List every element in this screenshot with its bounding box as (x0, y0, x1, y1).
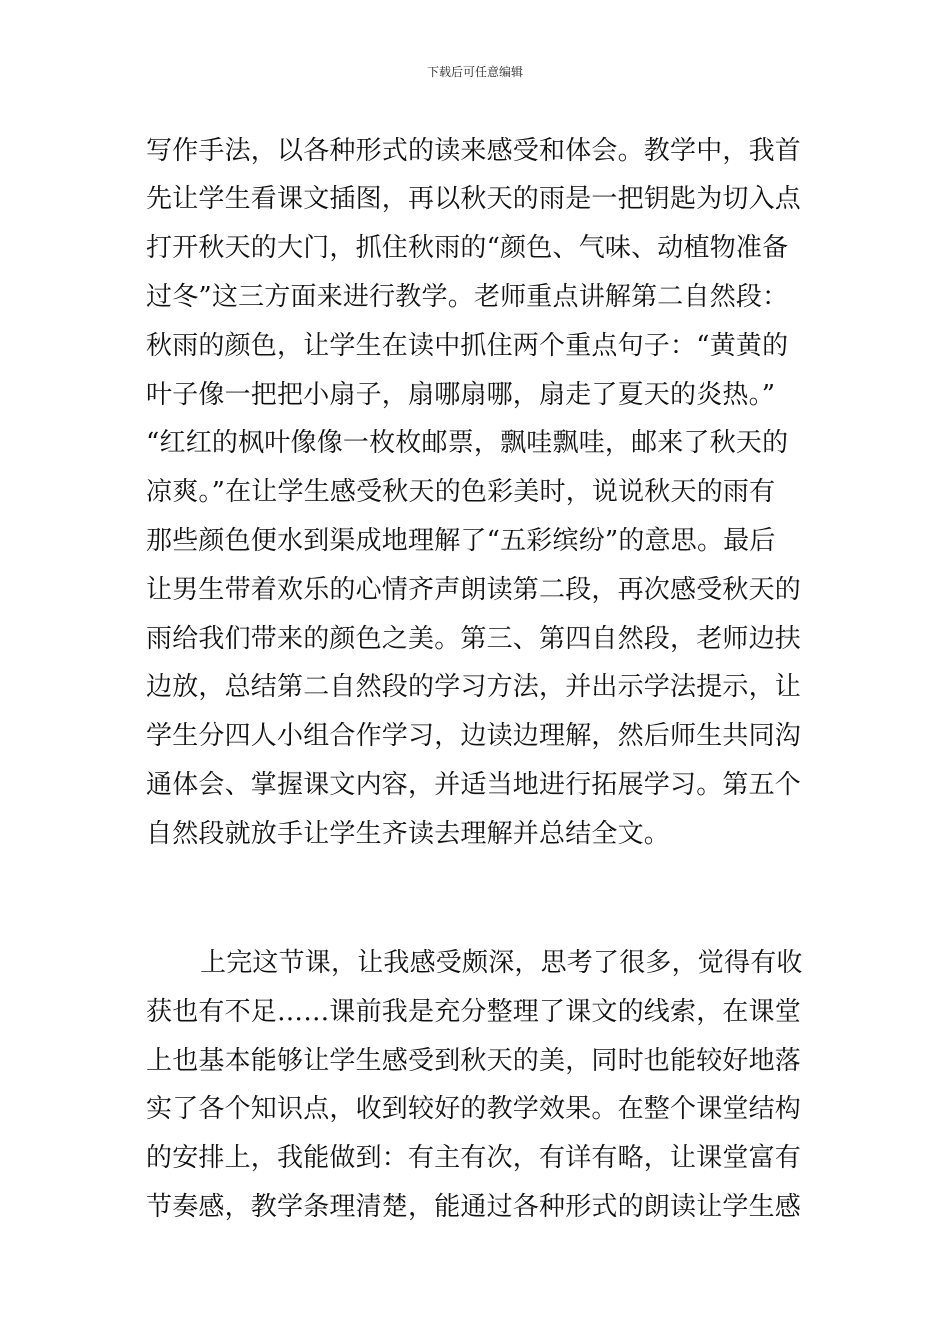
paragraph1-line-10: 让男生带着欢乐的心情齐声朗读第二段，再次感受秋天的 (146, 575, 802, 605)
paragraph1-line-13: 学生分四人小组合作学习，边读边理解，然后师生共同沟 (146, 721, 802, 751)
paragraph1-line-1: 写作手法，以各种形式的读来感受和体会。教学中，我首 (146, 136, 802, 166)
paragraph1-line-6: 叶子像一把把小扇子，扇哪扇哪，扇走了夏天的炎热。” (146, 380, 776, 410)
paragraph1-line-15: 自然段就放手让学生齐读去理解并总结全文。 (146, 819, 671, 849)
paragraph2-line-4: 实了各个知识点，收到较好的教学效果。在整个课堂结构 (146, 1094, 802, 1124)
paragraph1-line-11: 雨给我们带来的颜色之美。第三、第四自然段，老师边扶 (146, 624, 802, 654)
paragraph2-line-3: 上也基本能够让学生感受到秋天的美，同时也能较好地落 (146, 1046, 802, 1076)
paragraph1-line-3: 打开秋天的大门，抓住秋雨的“颜色、气味、动植物准备 (146, 233, 789, 263)
paragraph2-line-6: 节奏感，教学条理清楚，能通过各种形式的朗读让学生感 (146, 1192, 802, 1222)
paragraph1-line-8: 凉爽。”在让学生感受秋天的色彩美时，说说秋天的雨有 (146, 477, 776, 507)
paragraph1-line-14: 通体会、掌握课文内容，并适当地进行拓展学习。第五个 (146, 770, 802, 800)
paragraph1-line-2: 先让学生看课文插图，再以秋天的雨是一把钥匙为切入点 (146, 184, 802, 214)
paragraph1-line-12: 边放，总结第二自然段的学习方法，并出示学法提示，让 (146, 672, 802, 702)
paragraph2-line-2: 获也有不足……课前我是充分整理了课文的线索，在课堂 (146, 997, 802, 1027)
paragraph1-line-4: 过冬”这三方面来进行教学。老师重点讲解第二自然段： (146, 282, 789, 312)
paragraph1-line-9: 那些颜色便水到渠成地理解了“五彩缤纷”的意思。最后 (146, 526, 776, 556)
paragraph2-line-1: 上完这节课，让我感受颇深，思考了很多，觉得有收 (200, 948, 803, 978)
paragraph1-line-7: “红红的枫叶像像一枚枚邮票，飘哇飘哇，邮来了秋天的 (146, 428, 789, 458)
paragraph2-line-5: 的安排上，我能做到：有主有次，有详有略，让课堂富有 (146, 1143, 802, 1173)
paragraph1-line-5: 秋雨的颜色，让学生在读中抓住两个重点句子：“黄黄的 (146, 331, 789, 361)
page-header: 下载后可任意编辑 (426, 65, 523, 79)
